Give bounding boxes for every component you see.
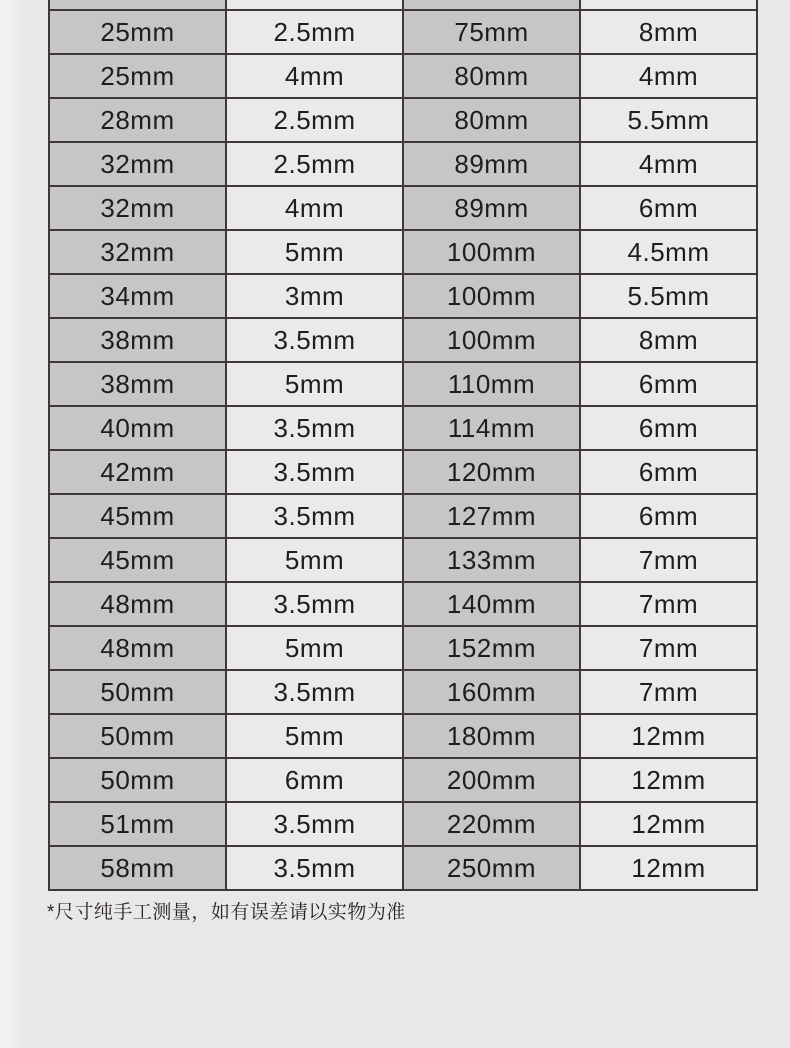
table-cell: 4mm (580, 54, 757, 98)
table-cell: 58mm (49, 846, 226, 890)
table-cell: 110mm (403, 362, 580, 406)
table-cell: 7mm (580, 582, 757, 626)
table-row-partial (49, 0, 757, 10)
table-cell: 4mm (226, 54, 403, 98)
table-cell: 28mm (49, 98, 226, 142)
table-row (49, 494, 757, 538)
table-row (49, 450, 757, 494)
table-cell: 5mm (226, 626, 403, 670)
table-cell: 2.5mm (226, 98, 403, 142)
table-row (49, 670, 757, 714)
table-cell: 100mm (403, 274, 580, 318)
table-cell: 6mm (580, 186, 757, 230)
table-cell: 180mm (403, 714, 580, 758)
table-cell: 200mm (403, 758, 580, 802)
table-cell: 75mm (403, 10, 580, 54)
table-cell: 12mm (580, 846, 757, 890)
table-cell: 38mm (49, 362, 226, 406)
table-cell: 4mm (580, 142, 757, 186)
table-cell: 25mm (49, 54, 226, 98)
table-row (49, 230, 757, 274)
table-cell: 7mm (580, 626, 757, 670)
table-cell: 32mm (49, 186, 226, 230)
table-cell: 140mm (403, 582, 580, 626)
table-row (49, 758, 757, 802)
table-row (49, 362, 757, 406)
table-cell: 133mm (403, 538, 580, 582)
table-cell: 3.5mm (226, 846, 403, 890)
table-cell: 38mm (49, 318, 226, 362)
table-row (49, 186, 757, 230)
table-cell: 5.5mm (580, 274, 757, 318)
table-cell: 3.5mm (226, 450, 403, 494)
table-row (49, 142, 757, 186)
table-cell: 25mm (49, 10, 226, 54)
table-cell: 2.5mm (226, 10, 403, 54)
table-cell: 127mm (403, 494, 580, 538)
table-cell: 7mm (580, 538, 757, 582)
table-cell: 152mm (403, 626, 580, 670)
table-cell: 3.5mm (226, 406, 403, 450)
table-cell: 6mm (580, 362, 757, 406)
table-cell (403, 0, 580, 10)
table-cell: 32mm (49, 230, 226, 274)
table-row (49, 582, 757, 626)
table-cell: 4mm (226, 186, 403, 230)
table-cell: 3.5mm (226, 802, 403, 846)
size-table (48, 0, 758, 891)
measurement-disclaimer: *尺寸纯手工测量，如有误差请以实物为准 (47, 902, 406, 923)
table-cell: 3.5mm (226, 582, 403, 626)
table-cell: 6mm (580, 406, 757, 450)
table-cell: 7mm (580, 670, 757, 714)
table-cell: 45mm (49, 494, 226, 538)
table-row (49, 406, 757, 450)
table-cell: 3.5mm (226, 670, 403, 714)
table-cell: 50mm (49, 670, 226, 714)
table-cell: 5mm (226, 230, 403, 274)
table-cell: 160mm (403, 670, 580, 714)
table-cell: 12mm (580, 758, 757, 802)
table-row (49, 98, 757, 142)
table-cell: 8mm (580, 10, 757, 54)
table-cell: 42mm (49, 450, 226, 494)
table-cell: 2.5mm (226, 142, 403, 186)
table-row (49, 626, 757, 670)
table-cell: 6mm (580, 494, 757, 538)
table-cell: 50mm (49, 758, 226, 802)
table-row (49, 274, 757, 318)
table-cell: 100mm (403, 230, 580, 274)
table-cell: 5mm (226, 362, 403, 406)
table-cell: 12mm (580, 714, 757, 758)
table-cell: 100mm (403, 318, 580, 362)
table-cell: 40mm (49, 406, 226, 450)
table-cell: 3mm (226, 274, 403, 318)
table-cell: 5mm (226, 538, 403, 582)
table-row (49, 714, 757, 758)
table-cell: 48mm (49, 626, 226, 670)
table-cell: 6mm (580, 450, 757, 494)
table-cell (580, 0, 757, 10)
table-cell: 89mm (403, 186, 580, 230)
table-cell: 220mm (403, 802, 580, 846)
table-cell: 89mm (403, 142, 580, 186)
table-row (49, 10, 757, 54)
table-cell: 80mm (403, 98, 580, 142)
table-cell: 3.5mm (226, 494, 403, 538)
table-row (49, 846, 757, 890)
table-row (49, 802, 757, 846)
table-cell: 114mm (403, 406, 580, 450)
table-cell: 8mm (580, 318, 757, 362)
table-row (49, 318, 757, 362)
table-cell: 5.5mm (580, 98, 757, 142)
size-table-wrap (48, 0, 758, 891)
table-cell: 3.5mm (226, 318, 403, 362)
table-cell: 120mm (403, 450, 580, 494)
table-row (49, 538, 757, 582)
table-cell: 32mm (49, 142, 226, 186)
table-cell: 5mm (226, 714, 403, 758)
table-cell: 4.5mm (580, 230, 757, 274)
table-cell: 250mm (403, 846, 580, 890)
table-row (49, 54, 757, 98)
table-cell: 12mm (580, 802, 757, 846)
table-cell: 51mm (49, 802, 226, 846)
table-cell: 45mm (49, 538, 226, 582)
table-cell: 6mm (226, 758, 403, 802)
table-cell: 80mm (403, 54, 580, 98)
table-cell: 48mm (49, 582, 226, 626)
table-cell: 34mm (49, 274, 226, 318)
table-cell: 50mm (49, 714, 226, 758)
table-cell (49, 0, 226, 10)
table-cell (226, 0, 403, 10)
